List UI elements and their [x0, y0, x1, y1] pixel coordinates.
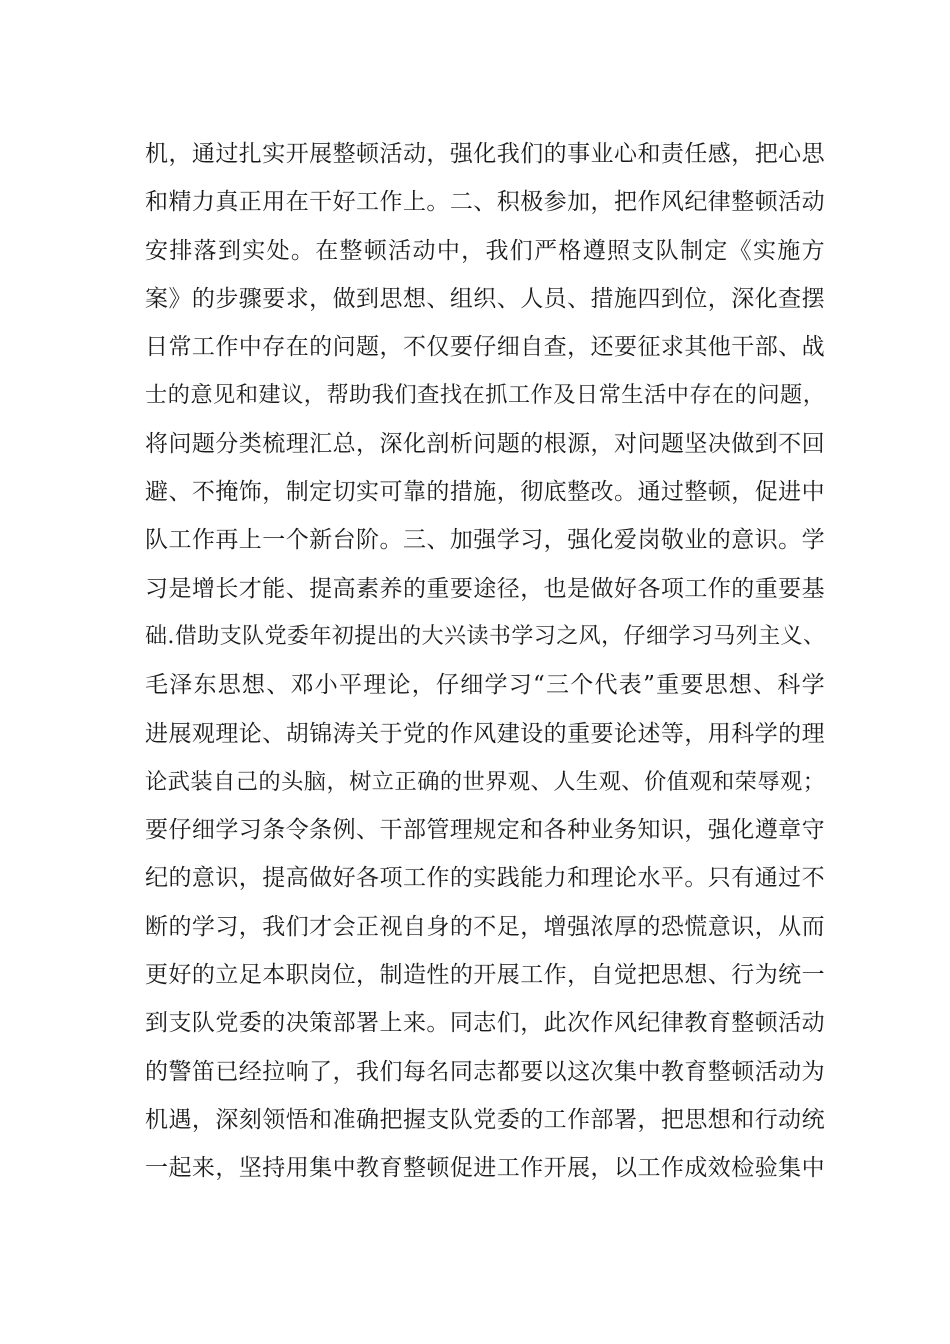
text-line: 断的学习，我们才会正视自身的不足，增强浓厚的恐慌意识，从而: [145, 913, 825, 940]
text-line: 安排落到实处。在整顿活动中，我们严格遵照支队制定《实施方: [145, 237, 825, 264]
text-line: 的警笛已经拉响了，我们每名同志都要以这次集中教育整顿活动为: [145, 1058, 825, 1085]
text-line: 士的意见和建议，帮助我们查找在抓工作及日常生活中存在的问题，: [145, 382, 825, 409]
text-line: 论武装自己的头脑，树立正确的世界观、人生观、价值观和荣辱观；: [145, 768, 825, 795]
text-line: 础.借助支队党委年初提出的大兴读书学习之风，仔细学习马列主义、: [145, 623, 825, 649]
text-line: 纪的意识，提高做好各项工作的实践能力和理论水平。只有通过不: [145, 865, 825, 892]
text-line: 毛泽东思想、邓小平理论，仔细学习“三个代表”重要思想、科学: [145, 672, 825, 699]
text-line: 队工作再上一个新台阶。三、加强学习，强化爱岗敬业的意识。学: [145, 527, 825, 554]
body-text: [145, 130, 825, 1193]
text-line: 避、不掩饰，制定切实可靠的措施，彻底整改。通过整顿，促进中: [145, 479, 825, 506]
text-line: 进展观理论、胡锦涛关于党的作风建设的重要论述等，用科学的理: [145, 720, 825, 747]
text-line: 一起来，坚持用集中教育整顿促进工作开展，以工作成效检验集中: [145, 1155, 825, 1182]
text-line: 要仔细学习条令条例、干部管理规定和各种业务知识，强化遵章守: [145, 817, 825, 844]
text-line: 机，通过扎实开展整顿活动，强化我们的事业心和责任感，把心思: [145, 141, 825, 167]
text-line: 日常工作中存在的问题，不仅要仔细自查，还要征求其他干部、战: [145, 334, 825, 361]
text-line: 习是增长才能、提高素养的重要途径，也是做好各项工作的重要基: [145, 575, 825, 602]
text-line: 到支队党委的决策部署上来。同志们，此次作风纪律教育整顿活动: [145, 1010, 825, 1037]
text-line: 将问题分类梳理汇总，深化剖析问题的根源，对问题坚决做到不回: [145, 430, 825, 457]
text-line: 更好的立足本职岗位，制造性的开展工作，自觉把思想、行为统一: [145, 962, 825, 989]
text-line: 案》的步骤要求，做到思想、组织、人员、措施四到位，深化查摆: [145, 285, 825, 312]
text-line: 和精力真正用在干好工作上。二、积极参加，把作风纪律整顿活动: [145, 189, 825, 216]
text-line: 机遇，深刻领悟和准确把握支队党委的工作部署，把思想和行动统: [145, 1106, 825, 1133]
